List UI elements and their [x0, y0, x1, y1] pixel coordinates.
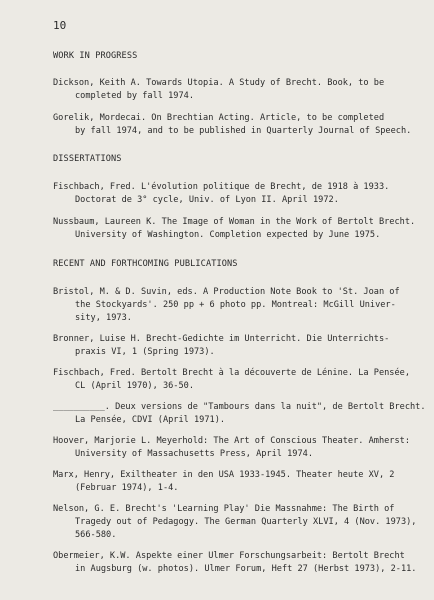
entry-line: praxis VI, 1 (Spring 1973).: [75, 347, 215, 357]
recent-publications-list: [53, 286, 426, 576]
bibliography-entry: [53, 550, 417, 576]
entry-line: 566-580.: [75, 530, 117, 540]
bibliography-entry: [53, 333, 398, 359]
entry-line: sity, 1973.: [75, 313, 132, 323]
entry-line: Bronner, Luise H. Brecht-Gedichte im Unterricht. Die Unterrichts-: [53, 334, 390, 344]
bibliography-entry: [53, 503, 417, 542]
section-heading-dissertations: DISSERTATIONS: [53, 154, 122, 164]
work-in-progress-list: [53, 77, 412, 138]
section-heading-work-in-progress: WORK IN PROGRESS: [53, 51, 138, 61]
bibliography-entry: [53, 112, 412, 138]
entry-line: in Augsburg (w. photos). Ulmer Forum, Heft 27 (Herbst 1973), 2-11.: [75, 564, 417, 574]
entry-line: Gorelik, Mordecai. On Brechtian Acting. Article, to be completed: [53, 113, 385, 123]
entry-line: University of Massachusetts Press, April 1974.: [75, 449, 313, 459]
bibliography-entry: [53, 367, 410, 393]
entry-line: by fall 1974, and to be published in Quarterly Journal of Speech.: [75, 126, 412, 136]
entry-line: Marx, Henry, Exiltheater in den USA 1933-1945. Theater heute XV, 2: [53, 470, 395, 480]
entry-line: Bristol, M. & D. Suvin, eds. A Production Note Book to 'St. Joan of: [53, 287, 400, 297]
entry-line: Nelson, G. E. Brecht's 'Learning Play' Die Massnahme: The Birth of: [53, 504, 395, 514]
section-heading-recent-publications: RECENT AND FORTHCOMING PUBLICATIONS: [53, 259, 238, 269]
bibliography-entry: [53, 435, 410, 461]
entry-line: __________. Deux versions de "Tambours dans la nuit", de Bertolt Brecht.: [53, 402, 426, 412]
dissertations-list: [53, 181, 416, 242]
bibliography-entry: [53, 77, 398, 103]
entry-line: Doctorat de 3° cycle, Univ. of Lyon II. April 1972.: [75, 195, 339, 205]
bibliography-entry: [53, 286, 398, 325]
entry-line: Tragedy out of Pedagogy. The German Quarterly XLVI, 4 (Nov. 1973),: [75, 517, 417, 527]
entry-line: Fischbach, Fred. L'évolution politique de Brecht, de 1918 à 1933.: [53, 182, 390, 192]
page-number: 10: [53, 19, 67, 32]
entry-line: Fischbach, Fred. Bertolt Brecht à la découverte de Lénine. La Pensée,: [53, 368, 410, 378]
entry-line: Obermeier, K.W. Aspekte einer Ulmer Forschungsarbeit: Bertolt Brecht: [53, 551, 405, 561]
entry-line: CL (April 1970), 36-50.: [75, 381, 194, 391]
entry-line: Hoover, Marjorie L. Meyerhold: The Art of Conscious Theater. Amherst:: [53, 436, 410, 446]
entry-line: completed by fall 1974.: [75, 91, 194, 101]
entry-line: the Stockyards'. 250 pp + 6 photo pp. Montreal: McGill Univer-: [75, 300, 396, 310]
bibliography-entry: [53, 181, 398, 207]
bibliography-entry: [53, 469, 398, 495]
bibliography-entry: [53, 216, 416, 242]
entry-line: Dickson, Keith A. Towards Utopia. A Study of Brecht. Book, to be: [53, 78, 385, 88]
entry-line: University of Washington. Completion expected by June 1975.: [75, 230, 381, 240]
bibliography-entry: [53, 401, 426, 427]
entry-line: Nussbaum, Laureen K. The Image of Woman in the Work of Bertolt Brecht.: [53, 217, 416, 227]
entry-line: (Februar 1974), 1-4.: [75, 483, 179, 493]
entry-line: La Pensée, CDVI (April 1971).: [75, 415, 226, 425]
